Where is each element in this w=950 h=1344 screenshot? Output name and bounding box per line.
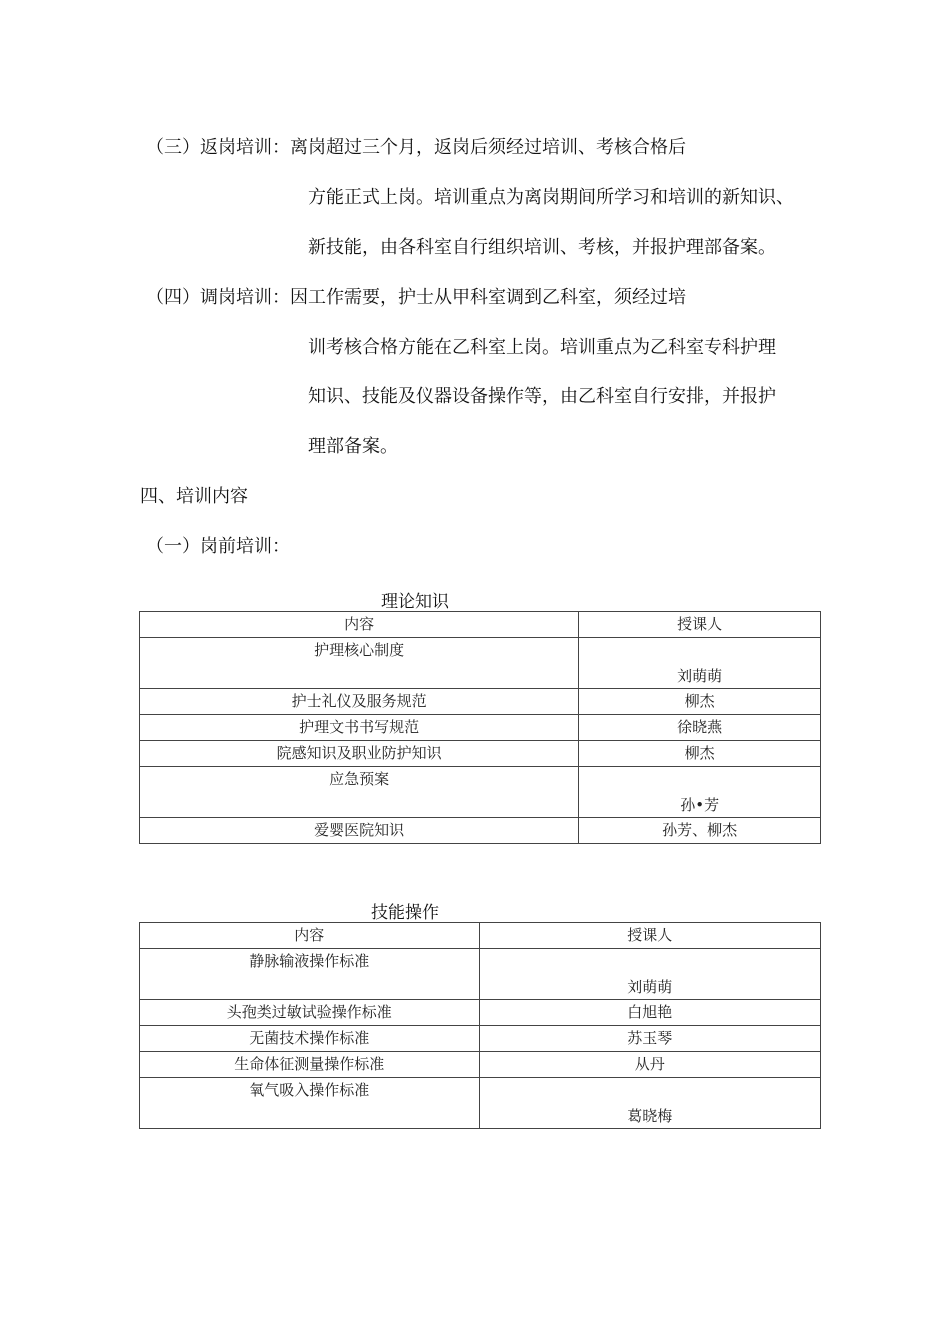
- cell-teacher: 孙•芳: [579, 767, 821, 818]
- cell-content: 无菌技术操作标准: [140, 1026, 480, 1052]
- cell-content: 护理文书书写规范: [140, 715, 579, 741]
- section-3-line-2: 方能正式上岗。培训重点为离岗期间所学习和培训的新知识、: [308, 187, 794, 208]
- header-teacher: 授课人: [579, 612, 821, 638]
- header-content: 内容: [140, 612, 579, 638]
- table-row: [140, 1026, 821, 1052]
- heading-pre-job-training: （一）岗前培训：: [146, 536, 290, 557]
- section-3-line-3: 新技能，由各科室自行组织培训、考核，并报护理部备案。: [308, 237, 776, 258]
- section-4-line-4: 理部备案。: [308, 436, 398, 457]
- cell-teacher: 徐晓燕: [579, 715, 821, 741]
- table-row: [140, 767, 821, 818]
- section-4-line-1: [146, 286, 686, 310]
- heading-training-content: 四、培训内容: [140, 486, 248, 507]
- table-row: [140, 741, 821, 767]
- skills-table-title: 技能操作: [371, 903, 439, 923]
- cell-teacher: 刘萌萌: [479, 949, 821, 1000]
- theory-table: [139, 611, 821, 844]
- theory-table-title: 理论知识: [381, 592, 449, 612]
- cell-content: 头孢类过敏试验操作标准: [140, 1000, 480, 1026]
- cell-content: 氧气吸入操作标准: [140, 1078, 480, 1129]
- section-4-text-1: 因工作需要，护士从甲科室调到乙科室，须经过培: [290, 287, 686, 308]
- cell-content: 静脉输液操作标准: [140, 949, 480, 1000]
- section-4-label: （四）调岗培训：: [146, 287, 290, 308]
- table-row: [140, 715, 821, 741]
- header-teacher: 授课人: [479, 923, 821, 949]
- cell-teacher: 刘萌萌: [579, 638, 821, 689]
- cell-content: 院感知识及职业防护知识: [140, 741, 579, 767]
- table-row: [140, 1078, 821, 1129]
- table-row: [140, 689, 821, 715]
- table-header-row: [140, 923, 821, 949]
- table-row: [140, 818, 821, 844]
- section-4-line-2: 训考核合格方能在乙科室上岗。培训重点为乙科室专科护理: [308, 337, 776, 358]
- cell-content: 生命体征测量操作标准: [140, 1052, 480, 1078]
- table-row: [140, 1000, 821, 1026]
- cell-content: 爱婴医院知识: [140, 818, 579, 844]
- cell-teacher: 葛晓梅: [479, 1078, 821, 1129]
- section-3-label: （三）返岗培训：: [146, 137, 290, 158]
- header-content: 内容: [140, 923, 480, 949]
- cell-teacher: 苏玉琴: [479, 1026, 821, 1052]
- table-row: [140, 949, 821, 1000]
- cell-teacher: 白旭艳: [479, 1000, 821, 1026]
- cell-content: 应急预案: [140, 767, 579, 818]
- skills-table: [139, 922, 821, 1129]
- cell-content: 护理核心制度: [140, 638, 579, 689]
- table-header-row: [140, 612, 821, 638]
- cell-teacher: 从丹: [479, 1052, 821, 1078]
- cell-teacher: 孙芳、柳杰: [579, 818, 821, 844]
- cell-teacher: 柳杰: [579, 689, 821, 715]
- section-4-line-3: 知识、技能及仪器设备操作等，由乙科室自行安排，并报护: [308, 386, 776, 407]
- section-3-line-1: [146, 136, 686, 160]
- cell-content: 护士礼仪及服务规范: [140, 689, 579, 715]
- table-row: [140, 638, 821, 689]
- cell-teacher: 柳杰: [579, 741, 821, 767]
- section-3-text-1: 离岗超过三个月，返岗后须经过培训、考核合格后: [290, 137, 686, 158]
- table-row: [140, 1052, 821, 1078]
